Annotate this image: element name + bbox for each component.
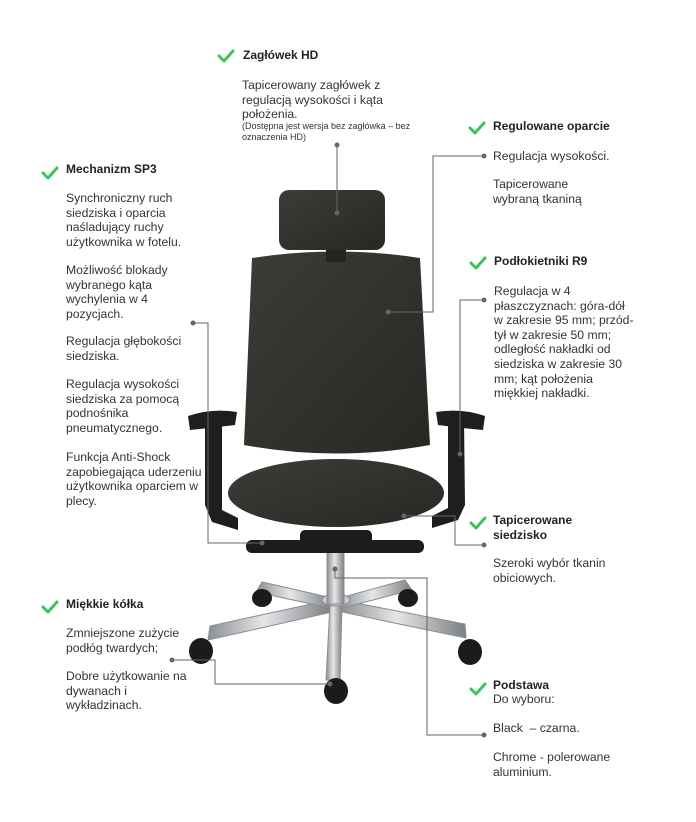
seat-title-line2: siedzisko [493, 528, 548, 542]
mechanism-depth: Regulacja głębokości siedziska. [66, 334, 182, 363]
backrest-title: Regulowane oparcie [493, 119, 610, 133]
checkmark-icon [469, 256, 487, 270]
casters-floor: Zmniejszone zużycie podłóg twardych; [66, 626, 180, 655]
mechanism-height: Regulacja wysokości siedziska za pomocą podnośnika pneumatycznego. [66, 377, 180, 435]
headrest-title: Zagłówek HD [243, 48, 319, 62]
mechanism-lock: Możliwość blokady wybranego kąta wychylenia w 4 pozycjach. [66, 263, 168, 321]
base-option-chrome: Chrome - polerowane aluminium. [493, 750, 611, 779]
checkmark-icon [217, 49, 235, 63]
casters-carpet: Dobre użytkowanie na dywanach i wykładzinach. [66, 669, 187, 713]
base-option-black: Black – czarna. [493, 721, 580, 735]
armrests-description: Regulacja w 4 płaszczyznach: góra-dół w zakresie 95 mm; przód-tył w zakresie 50 mm; odległość nakładki od siedziska w zakresie 30 mm; kąt położenia miękkiej nakładki. [494, 284, 634, 401]
checkmark-icon [468, 121, 486, 135]
armrests-title: Podłokietniki R9 [494, 254, 588, 268]
headrest-note: (Dostępna jest wersja bez zagłówka – bez oznaczenia HD) [242, 121, 411, 142]
base-choice-label: Do wyboru: [493, 692, 555, 706]
seat-title [493, 513, 572, 543]
backrest-height-adjust: Regulacja wysokości. [493, 149, 610, 163]
mechanism-title: Mechanizm SP3 [66, 162, 157, 176]
base-title: Podstawa [493, 678, 550, 692]
seat-description: Szeroki wybór tkanin obiciowych. [493, 556, 606, 585]
casters-title: Miękkie kółka [66, 597, 144, 611]
mechanism-anti-shock: Funkcja Anti-Shock zapobiegająca uderzeniu użytkownika oparciem w plecy. [66, 450, 202, 508]
backrest-upholstery: Tapicerowane wybraną tkaniną [493, 177, 582, 206]
seat-title-line1: Tapicerowane [493, 513, 573, 527]
checkmark-icon [469, 516, 487, 530]
checkmark-icon [41, 166, 59, 180]
checkmark-icon [469, 682, 487, 696]
headrest-description: Tapicerowany zagłówek z regulacją wysokości i kąta położenia. [242, 78, 383, 122]
checkmark-icon [41, 600, 59, 614]
mechanism-sync: Synchroniczny ruch siedziska i oparcia naśladujący ruchy użytkownika w fotelu. [66, 191, 182, 249]
